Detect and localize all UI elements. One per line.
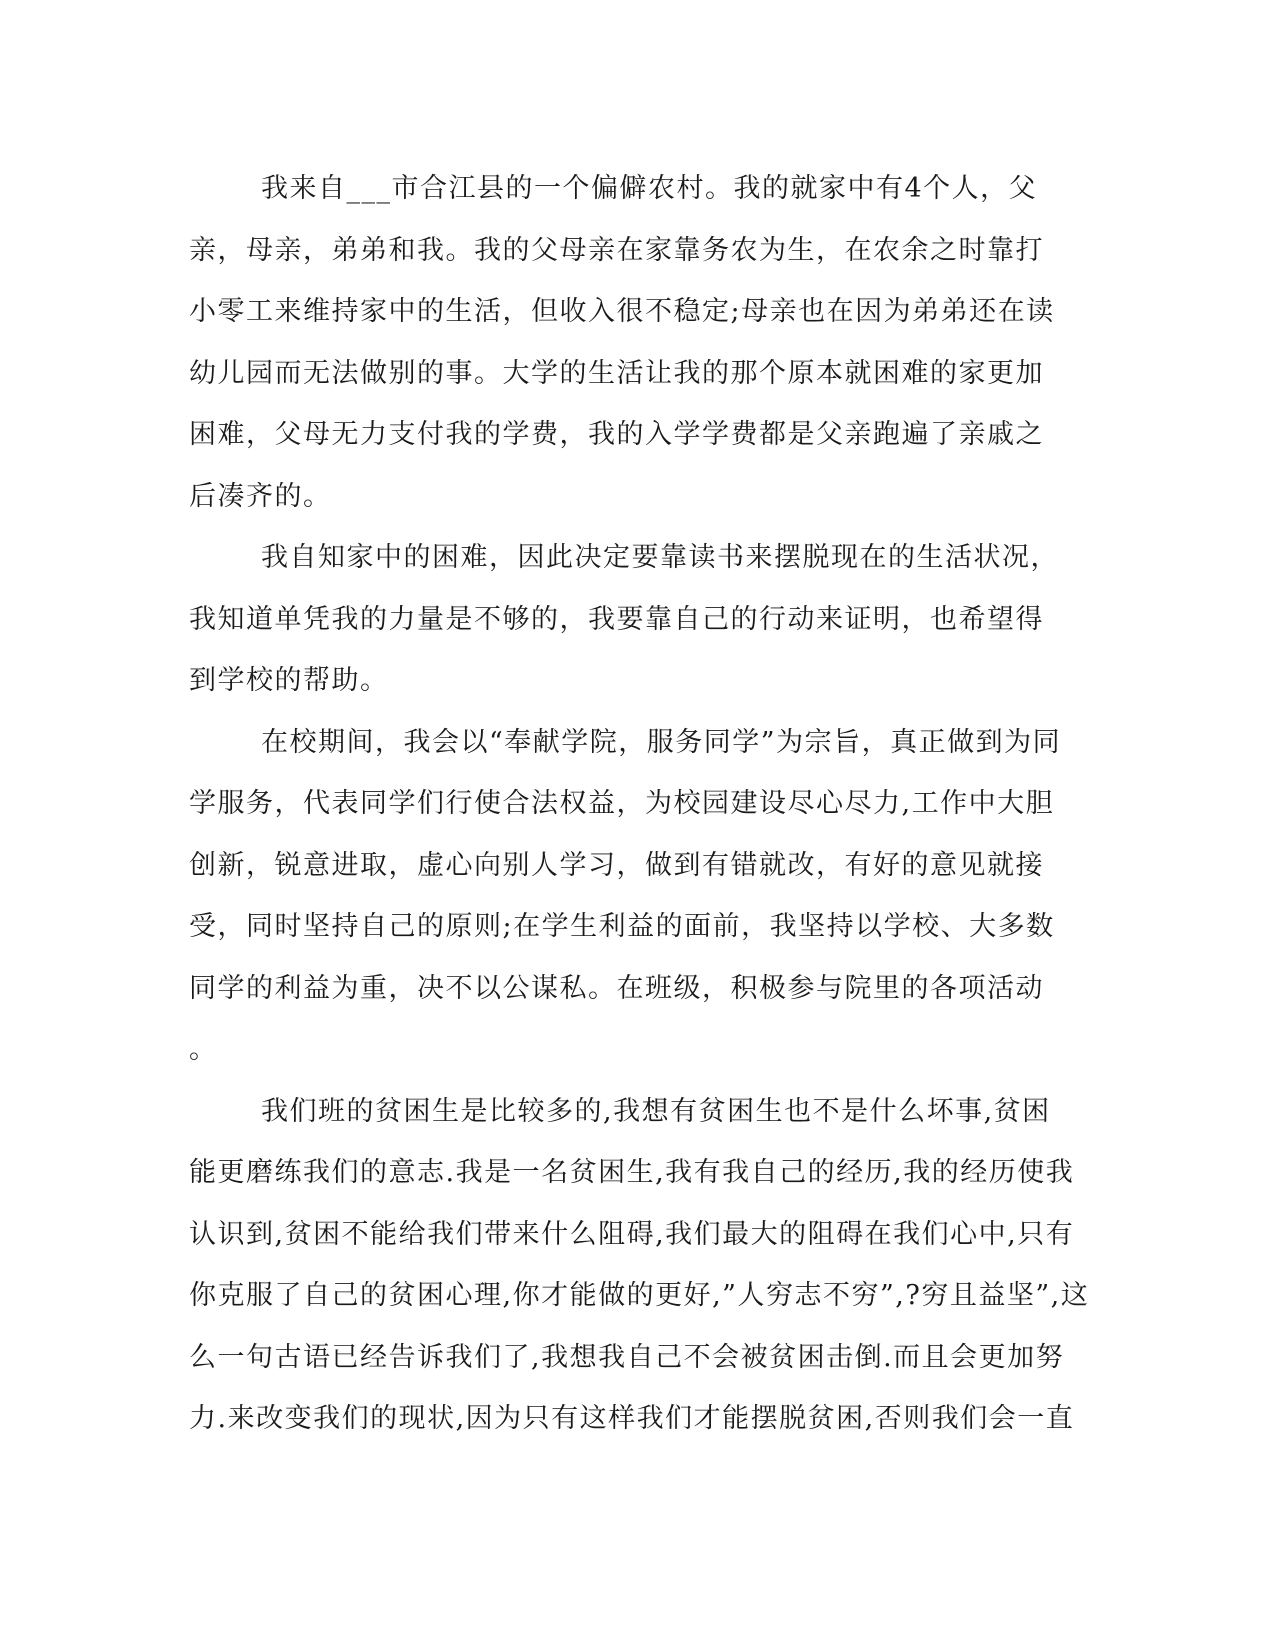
paragraph-line: 后凑齐的。: [189, 480, 332, 512]
paragraph-line: 学服务，代表同学们行使合法权益，为校园建设尽心尽力,工作中大胆: [189, 788, 1055, 819]
paragraph-line: 力.来改变我们的现状,因为只有这样我们才能摆脱贫困,否则我们会一直: [189, 1403, 1075, 1434]
paragraph-line: 你克服了自己的贫困心理,你才能做的更好,”人穷志不穷”,?穷且益坚”,这: [189, 1280, 1090, 1311]
paragraph-line: 同学的利益为重，决不以公谋私。在班级，积极参与院里的各项活动: [189, 972, 1044, 1004]
paragraph-line: 幼儿园而无法做别的事。大学的生活让我的那个原本就困难的家更加: [189, 357, 1044, 389]
paragraph-line: 我来自___市合江县的一个偏僻农村。我的就家中有4个人，父: [261, 173, 1038, 204]
paragraph-line: 认识到,贫困不能给我们带来什么阻碍,我们最大的阻碍在我们心中,只有: [189, 1218, 1075, 1250]
paragraph-1: [189, 158, 1075, 527]
paragraph-line: 我们班的贫困生是比较多的,我想有贫困生也不是什么坏事,贫困: [261, 1095, 1051, 1127]
paragraph-line: 小零工来维持家中的生活，但收入很不稳定;母亲也在因为弟弟还在读: [189, 296, 1055, 327]
paragraph-line: 亲，母亲，弟弟和我。我的父母亲在家靠务农为生，在农余之时靠打: [189, 234, 1044, 266]
paragraph-line: 么一句古语已经告诉我们了,我想我自己不会被贫困击倒.而且会更加努: [189, 1341, 1065, 1373]
paragraph-line: 能更磨练我们的意志.我是一名贫困生,我有我自己的经历,我的经历使我: [189, 1157, 1075, 1188]
paragraph-line: 创新，锐意进取，虚心向别人学习，做到有错就改，有好的意见就接: [189, 849, 1044, 881]
paragraph-line: 。: [189, 1034, 218, 1065]
paragraph-line: 我知道单凭我的力量是不够的，我要靠自己的行动来证明，也希望得: [189, 603, 1044, 635]
paragraph-line: 困难，父母无力支付我的学费，我的入学学费都是父亲跑遍了亲戚之: [189, 419, 1044, 450]
paragraph-line: 受，同时坚持自己的原则;在学生利益的面前，我坚持以学校、大多数: [189, 911, 1055, 942]
paragraph-3: [189, 712, 1075, 1081]
document-body: [189, 158, 1090, 1450]
paragraph-line: 到学校的帮助。: [189, 665, 389, 696]
paragraph-4: [189, 1081, 1090, 1450]
paragraph-line: 我自知家中的困难，因此决定要靠读书来摆脱现在的生活状况，: [261, 542, 1059, 573]
paragraph-line: 在校期间，我会以“奉献学院，服务同学”为宗旨，真正做到为同: [261, 726, 1062, 758]
paragraph-2: [189, 527, 1075, 712]
